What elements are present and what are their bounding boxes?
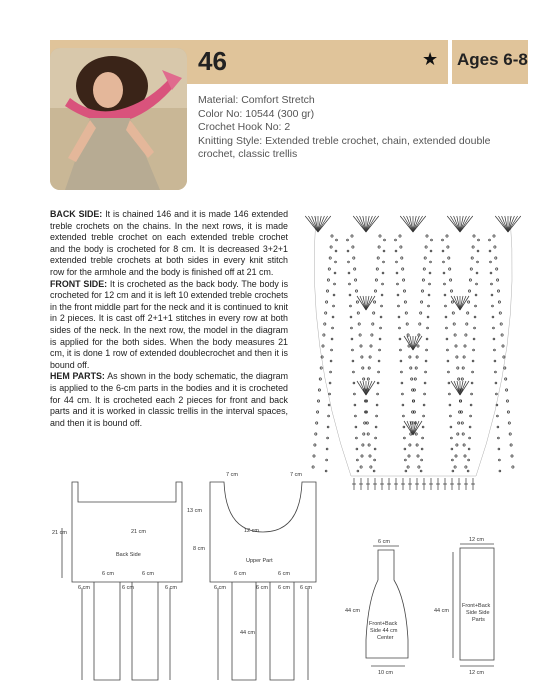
pattern-number: 46 xyxy=(198,46,227,76)
back-hem-d: 6 cm xyxy=(122,585,134,591)
front-hem-d: 6 cm xyxy=(256,585,268,591)
hem-parts-label: HEM PARTS: xyxy=(50,371,105,382)
front-hem-length: 44 cm xyxy=(240,630,255,636)
center-piece-outline xyxy=(366,550,408,658)
header-divider xyxy=(448,40,452,84)
front-hem-f: 6 cm xyxy=(300,585,312,591)
hook-row: Crochet Hook No: 2 xyxy=(198,121,291,133)
front-side-label: 8 cm xyxy=(193,546,205,552)
center-length-label: 44 cm xyxy=(345,608,360,614)
front-top-right-label: 7 cm xyxy=(290,472,302,478)
crochet-chart xyxy=(296,206,530,502)
side-bottom-label: 12 cm xyxy=(469,670,484,676)
front-side-label: FRONT SIDE: xyxy=(50,278,108,289)
front-hem-right xyxy=(270,582,294,680)
center-label-2: Side 44 cm xyxy=(370,628,398,634)
back-height-label: 21 cm xyxy=(52,530,67,536)
front-hem-b: 6 cm xyxy=(278,571,290,577)
material-info xyxy=(198,94,518,162)
front-hem-c: 6 cm xyxy=(214,585,226,591)
body-schematics xyxy=(0,470,550,699)
instructions-text xyxy=(50,209,288,429)
back-inner-height-label: 21 cm xyxy=(131,529,146,535)
back-panel-outline xyxy=(72,482,182,582)
back-hem-c: 6 cm xyxy=(78,585,90,591)
front-hem-e: 6 cm xyxy=(278,585,290,591)
star-icon: ★ xyxy=(422,49,439,69)
side-label-1: Front+Back xyxy=(462,603,491,609)
style-row: Knitting Style: Extended treble crochet, chain, extended double crochet, classic trellis xyxy=(198,134,491,160)
back-side-label: BACK SIDE: xyxy=(50,209,103,219)
front-inner-label: 12 cm xyxy=(244,528,259,534)
back-side-text: It is chained 146 and it is made 146 extended treble crochets on the chains. In the next rows, it is made extended treble crochet on each extended treble crochet and the body is crocheted for 8 cm. It is decreased 3+2+1 extended treble crochets at both sides in every knit stitch row for the armhole and the body is finished off at 21 cm. xyxy=(50,209,289,277)
center-label-3: Center xyxy=(377,635,394,641)
front-title-label: Upper Part xyxy=(246,558,273,564)
hem-parts-text: As shown in the body schematic, the diagram is applied to the 6-cm parts in the bodies and it is crocheted for 44 cm. It is crocheted each 2 pieces for front and back parts and it is worked in classic trellis in the interval spaces, and then it is bound off. xyxy=(50,371,288,428)
back-title-label: Back Side xyxy=(116,552,141,558)
front-neck-label: 13 cm xyxy=(187,508,202,514)
age-label: Ages 6-8 xyxy=(457,50,528,69)
back-hem-right xyxy=(132,582,158,680)
side-top-label: 12 cm xyxy=(469,537,484,543)
back-hem-b: 6 cm xyxy=(142,571,154,577)
front-hem-a: 6 cm xyxy=(234,571,246,577)
material-row: Material: Comfort Stretch xyxy=(198,94,315,106)
model-photo xyxy=(50,48,187,190)
back-hem-e: 6 cm xyxy=(165,585,177,591)
front-panel-outline xyxy=(210,482,316,582)
center-bottom-label: 10 cm xyxy=(378,670,393,676)
front-side-text: It is crocheted as the back body. The body is crocheted for 12 cm and it is left 10 extended treble crochets in the front middle part for the neck and it is continued to knit in 2 pieces. It is cast off 2+1+1 stitches in every row at both sides of the neck. In the next row, the model in the diagram is applied for the both sides. When the body measures 21 cm, it is done 1 row of extended doublecrochet and then it is bound off. xyxy=(50,278,289,370)
back-hem-a: 6 cm xyxy=(102,571,114,577)
side-label-3: Parts xyxy=(472,617,485,623)
center-label-1: Front+Back xyxy=(369,621,398,627)
side-label-2: Side Side xyxy=(466,610,490,616)
color-row: Color No: 10544 (300 gr) xyxy=(198,107,315,120)
back-hem-left xyxy=(94,582,120,680)
side-length-label: 44 cm xyxy=(434,608,449,614)
front-top-left-label: 7 cm xyxy=(226,472,238,478)
center-top-label: 6 cm xyxy=(378,539,390,545)
